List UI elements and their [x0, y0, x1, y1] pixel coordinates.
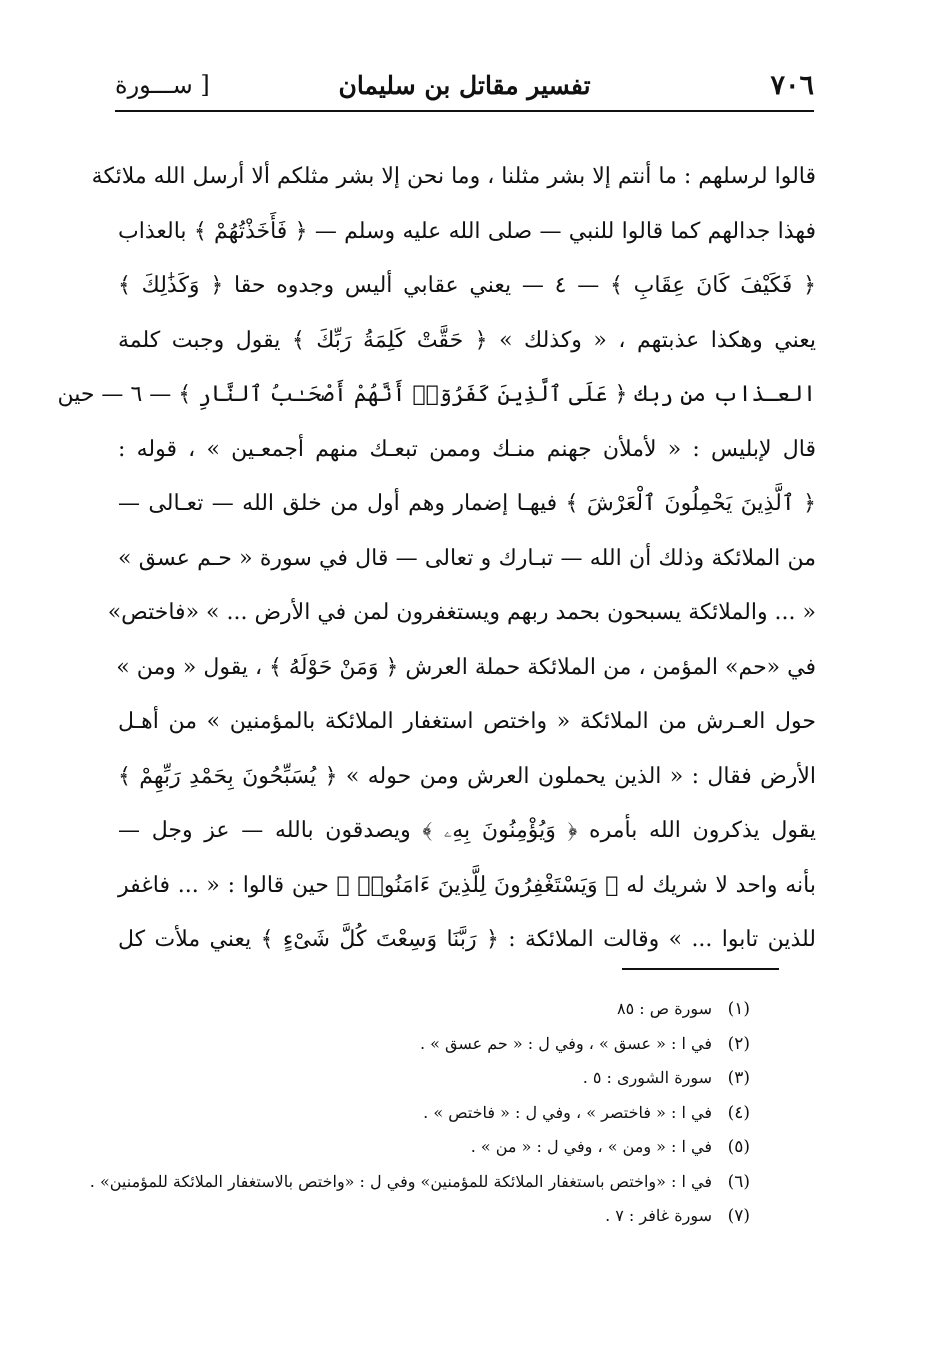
text-line: الأرض فقال : « الذين يحملون العرش ومن حوله » ﴿ يُسَبِّحُونَ بِحَمْدِ رَبِّهِمْ ﴾ [118, 763, 816, 789]
text-line: قالوا لرسلهم : ما أنتم إلا بشر مثلنا ، وما نحن إلا بشر مثلكم ألا أرسل الله ملائكة [91, 164, 816, 189]
text-line: في «حم» المؤمن ، من الملائكة حملة العرش ﴿ وَمَنْ حَوْلَهُ ﴾ ، يقول « ومن » [116, 654, 816, 680]
text-line: للذين تابوا ... » وقالت الملائكة : ﴿ رَبَّنَا وَسِعْتَ كُلَّ شَىْءٍ ﴾ يعني ملأت كل [118, 927, 816, 952]
footnote-divider [622, 968, 779, 970]
text-line: ﴿ ٱلَّذِينَ يَحْمِلُونَ ٱلْعَرْشَ ﴾ فيهـا إضمار وهم أول من خلق الله — تعـالى — [118, 491, 816, 516]
text-line: بأنه واحد لا شريك له ﴿ وَيَسْتَغْفِرُونَ لِلَّذِينَ ءَامَنُوا۟ ﴾ حين قالوا : « ... فاغفر [118, 872, 816, 898]
footnote-number: (٦) [727, 1171, 750, 1192]
text-line: يعني وهكذا عذبتهم ، « وكذلك » ﴿ حَقَّتْ كَلِمَةُ رَبِّكَ ﴾ يقول وجبت كلمة [118, 327, 816, 353]
footnote-number: (٣) [727, 1068, 750, 1088]
text-line: العـذاب من ربك ﴿ عَلَى ٱلَّذِينَ كَفَرُوٓا۟ أَنَّهُمْ أَصْحَـٰبُ ٱلنَّارِ ﴾ — ٦ — حين [57, 382, 816, 407]
footnote-number: (١) [727, 999, 750, 1019]
surah-label: [ ســـورة [115, 71, 210, 99]
footnote [90, 1096, 750, 1131]
page-number: ٧٠٦ [770, 69, 814, 101]
footnote-text: في ا : «واختص باستغفار الملائكة للمؤمنين» وفي ل : «واختص بالاستغفار الملائكة للمؤمنين» . [89, 1171, 712, 1191]
footnote [90, 1130, 750, 1165]
text-line: من الملائكة وذلك أن الله — تبـارك و تعالى — قال في سورة « حـم عسق » [118, 545, 816, 571]
footnote-number: (٥) [727, 1137, 750, 1157]
text-line: يقول يذكرون الله بأمره ﴿ وَيُؤْمِنُونَ بِهِۦ ﴾ ويصدقون بالله — عز وجل — [118, 818, 816, 843]
footnotes [90, 992, 750, 1234]
main-text [57, 150, 816, 968]
text-line: « ... والملائكة يسبحون بحمد ربهم ويستغفرون لمن في الأرض ... » «فاختص» [107, 600, 816, 625]
footnote-text: في ا : « عسق » ، وفي ل : « حم عسق » . [419, 1033, 712, 1053]
footnote-number: (٤) [727, 1102, 750, 1123]
text-line: ﴿ فَكَيْفَ كَانَ عِقَابِ ﴾ — ٤ — يعني عقابي أليس وجدوه حقا ﴿ وَكَذَٰلِكَ ﴾ [118, 273, 816, 298]
text-line: حول العـرش من الملائكة « واختص استغفار الملائكة بالمؤمنين » من أهـل [118, 709, 816, 734]
footnote-number: (٧) [727, 1206, 750, 1226]
text-line: فهذا جدالهم كما قالوا للنبي — صلى الله عليه وسلم — ﴿ فَأَخَذْتُهُمْ ﴾ بالعذاب [118, 218, 816, 244]
footnote-number: (٢) [727, 1033, 750, 1054]
book-title: تفسير مقاتل بن سليمان [338, 70, 591, 100]
footnote-text: سورة ص : ٨٥ [617, 999, 712, 1018]
footnote [90, 992, 750, 1027]
footnote [90, 1027, 750, 1062]
footnote [90, 1165, 750, 1200]
footnote [90, 1199, 750, 1234]
text-line: قال لإبليس : « لأملأن جهنم منـك وممن تبعـك منهم أجمعـين » ، قوله : [118, 436, 816, 462]
page-header [115, 60, 814, 112]
footnote-text: سورة الشورى : ٥ . [582, 1068, 712, 1087]
footnote [90, 1061, 750, 1096]
footnote-text: في ا : « ومن » ، وفي ل : « من » . [470, 1137, 712, 1156]
footnote-text: سورة غافر : ٧ . [605, 1206, 712, 1225]
footnote-text: في ا : « فاختصر » ، وفي ل : « فاختص » . [423, 1102, 712, 1122]
